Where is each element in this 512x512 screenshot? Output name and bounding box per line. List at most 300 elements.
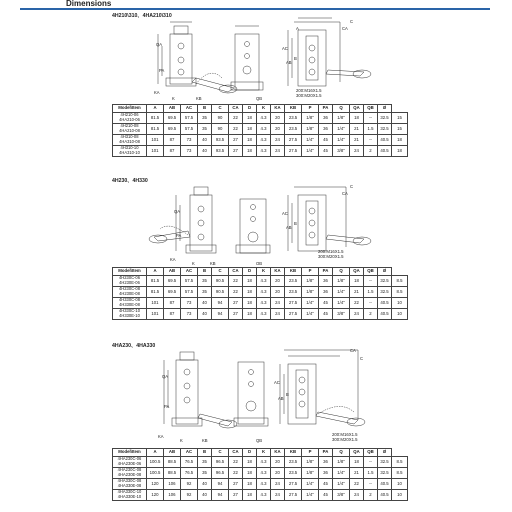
value-cell: 90 bbox=[212, 124, 229, 135]
value-cell: 101 bbox=[147, 298, 164, 309]
value-cell: 101 bbox=[147, 135, 164, 146]
value-cell: 87 bbox=[164, 135, 181, 146]
value-cell: 90 bbox=[212, 113, 229, 124]
value-cell: 100.5 bbox=[147, 457, 164, 468]
value-cell: 1/4" bbox=[333, 479, 350, 490]
value-cell: 93.5 bbox=[212, 146, 229, 157]
table-row bbox=[113, 276, 408, 287]
value-cell: 18 bbox=[243, 457, 257, 468]
value-cell: 18 bbox=[350, 457, 364, 468]
value-cell: 1/8" bbox=[302, 113, 319, 124]
value-cell: 40 bbox=[198, 146, 212, 157]
value-cell: 35 bbox=[198, 113, 212, 124]
thread-note-line: 200:M16X1.5 bbox=[332, 432, 358, 437]
value-cell: 24 bbox=[350, 309, 364, 320]
value-cell: 1/4" bbox=[333, 124, 350, 135]
model-code: 4HA230C-06 bbox=[117, 456, 142, 462]
valve-drawing-3 bbox=[110, 346, 505, 446]
section-title-2: 4H230、4H330 bbox=[112, 178, 148, 184]
dimension-label: KA bbox=[170, 257, 176, 262]
value-cell: 4.3 bbox=[257, 490, 271, 501]
drawing-3 bbox=[110, 346, 505, 446]
value-cell: 23.5 bbox=[285, 457, 302, 468]
model-cell bbox=[113, 287, 147, 298]
column-header: AC bbox=[181, 449, 198, 457]
value-cell: 94 bbox=[212, 479, 229, 490]
model-code: 4HA310-10 bbox=[119, 150, 140, 155]
dimension-label: KA bbox=[154, 90, 160, 95]
value-cell: 96.5 bbox=[212, 457, 229, 468]
value-cell: 27 bbox=[229, 146, 243, 157]
column-header: K bbox=[257, 268, 271, 276]
model-cell bbox=[113, 457, 147, 468]
value-cell: 23.5 bbox=[285, 287, 302, 298]
value-cell: 18 bbox=[243, 124, 257, 135]
value-cell: 18 bbox=[243, 135, 257, 146]
value-cell: 100.5 bbox=[147, 468, 164, 479]
column-header: D bbox=[243, 268, 257, 276]
value-cell: 1/8" bbox=[302, 124, 319, 135]
dimension-label: C bbox=[350, 19, 354, 24]
value-cell: 40.5 bbox=[378, 298, 392, 309]
table-row bbox=[113, 113, 408, 124]
model-code: 4H330C-08 bbox=[119, 297, 140, 303]
table-row bbox=[113, 479, 408, 490]
value-cell: 21 bbox=[350, 287, 364, 298]
value-cell: 35 bbox=[198, 124, 212, 135]
model-code: 4H230E-08 bbox=[119, 291, 140, 296]
column-header: QB bbox=[364, 268, 378, 276]
model-code: 4H330C-10 bbox=[119, 308, 140, 314]
table-row bbox=[113, 124, 408, 135]
column-header: CA bbox=[229, 105, 243, 113]
dimension-label: K bbox=[180, 438, 183, 443]
dimension-label: QB bbox=[256, 438, 263, 443]
value-cell: 4.3 bbox=[257, 113, 271, 124]
value-cell: -- bbox=[364, 298, 378, 309]
value-cell: 22 bbox=[229, 124, 243, 135]
value-cell: 87 bbox=[164, 309, 181, 320]
dimension-label: KB bbox=[196, 96, 202, 101]
value-cell: 36 bbox=[319, 287, 333, 298]
value-cell: 15 bbox=[392, 124, 408, 135]
table-row bbox=[113, 146, 408, 157]
value-cell: 1.5 bbox=[364, 124, 378, 135]
value-cell: 22 bbox=[350, 479, 364, 490]
value-cell: 45 bbox=[319, 309, 333, 320]
value-cell: 36 bbox=[319, 113, 333, 124]
value-cell: 27.5 bbox=[285, 146, 302, 157]
column-header: KA bbox=[271, 449, 285, 457]
column-header: D bbox=[243, 105, 257, 113]
value-cell: 32.5 bbox=[378, 468, 392, 479]
dimension-label: PA bbox=[164, 404, 170, 409]
value-cell: 40.5 bbox=[378, 479, 392, 490]
model-code: 4H310-10 bbox=[120, 145, 139, 151]
value-cell: 35 bbox=[198, 276, 212, 287]
value-cell: -- bbox=[364, 113, 378, 124]
model-code: 4H210-08 bbox=[120, 123, 139, 129]
model-cell bbox=[113, 135, 147, 146]
column-header: QA bbox=[350, 449, 364, 457]
value-cell: 23.5 bbox=[285, 113, 302, 124]
value-cell: 24 bbox=[271, 309, 285, 320]
model-code: 4HA210-06 bbox=[119, 117, 140, 122]
value-cell: 27.5 bbox=[285, 135, 302, 146]
column-header: AB bbox=[164, 268, 181, 276]
value-cell: 18 bbox=[243, 490, 257, 501]
value-cell: 22 bbox=[350, 298, 364, 309]
value-cell: 24 bbox=[271, 298, 285, 309]
value-cell: 1/8" bbox=[302, 457, 319, 468]
value-cell: 40.5 bbox=[378, 309, 392, 320]
column-header: A bbox=[147, 268, 164, 276]
column-header: KA bbox=[271, 105, 285, 113]
table-row bbox=[113, 457, 408, 468]
model-code: 4H210-06 bbox=[120, 112, 139, 118]
value-cell: 57.5 bbox=[181, 113, 198, 124]
model-code: 4H230C-08 bbox=[119, 286, 140, 292]
dimension-label: AC bbox=[282, 46, 288, 51]
column-header: P bbox=[302, 105, 319, 113]
value-cell: 106 bbox=[164, 490, 181, 501]
model-cell bbox=[113, 146, 147, 157]
value-cell: 10 bbox=[392, 479, 408, 490]
value-cell: 4.3 bbox=[257, 468, 271, 479]
value-cell: 81.5 bbox=[147, 124, 164, 135]
value-cell: 1/4" bbox=[333, 468, 350, 479]
value-cell: 18 bbox=[243, 276, 257, 287]
value-cell: 101 bbox=[147, 309, 164, 320]
column-header: Model\Item bbox=[113, 105, 147, 113]
table-row bbox=[113, 135, 408, 146]
value-cell: 21 bbox=[350, 468, 364, 479]
dimension-label: KB bbox=[210, 261, 216, 265]
page-title: Dimensions bbox=[66, 0, 112, 8]
value-cell: 90.5 bbox=[212, 276, 229, 287]
value-cell: 92 bbox=[181, 490, 198, 501]
value-cell: 27 bbox=[229, 309, 243, 320]
value-cell: 90.5 bbox=[212, 287, 229, 298]
value-cell: 1/4" bbox=[302, 298, 319, 309]
value-cell: 40.5 bbox=[378, 135, 392, 146]
value-cell: 94 bbox=[212, 298, 229, 309]
value-cell: 73 bbox=[181, 146, 198, 157]
value-cell: 18 bbox=[243, 309, 257, 320]
column-header: KA bbox=[271, 268, 285, 276]
dimension-label: QA bbox=[174, 209, 181, 214]
value-cell: 40.5 bbox=[378, 146, 392, 157]
value-cell: 22 bbox=[229, 287, 243, 298]
column-header: Model\Item bbox=[113, 268, 147, 276]
value-cell: 45 bbox=[319, 298, 333, 309]
value-cell: 32.5 bbox=[378, 124, 392, 135]
value-cell: 20 bbox=[271, 468, 285, 479]
column-header: B bbox=[198, 105, 212, 113]
value-cell: 18 bbox=[243, 468, 257, 479]
value-cell: 24 bbox=[271, 135, 285, 146]
value-cell: 1/4" bbox=[302, 479, 319, 490]
value-cell: 1/4" bbox=[302, 309, 319, 320]
column-header: P bbox=[302, 449, 319, 457]
value-cell: 4.3 bbox=[257, 309, 271, 320]
value-cell: 1/4" bbox=[333, 135, 350, 146]
dimension-label: K bbox=[192, 261, 195, 265]
column-header: AB bbox=[164, 449, 181, 457]
value-cell: 27 bbox=[229, 490, 243, 501]
value-cell: 32.5 bbox=[378, 276, 392, 287]
value-cell: 27 bbox=[229, 479, 243, 490]
value-cell: 24 bbox=[350, 146, 364, 157]
model-code: 4HA230E-08 bbox=[117, 472, 142, 477]
value-cell: 18 bbox=[243, 287, 257, 298]
dimension-label: C bbox=[360, 356, 364, 361]
column-header: PA bbox=[319, 268, 333, 276]
value-cell: 4.3 bbox=[257, 124, 271, 135]
column-header: B bbox=[198, 268, 212, 276]
value-cell: 35 bbox=[198, 287, 212, 298]
value-cell: 10 bbox=[392, 490, 408, 501]
column-header: QA bbox=[350, 268, 364, 276]
dimension-label: CA bbox=[342, 26, 348, 31]
value-cell: 3/8" bbox=[333, 490, 350, 501]
table-row bbox=[113, 287, 408, 298]
dimension-table-2 bbox=[112, 267, 408, 320]
value-cell: 1.5 bbox=[364, 287, 378, 298]
value-cell: 23.5 bbox=[285, 468, 302, 479]
column-header: Ø bbox=[378, 105, 392, 113]
value-cell: -- bbox=[364, 479, 378, 490]
value-cell: 87 bbox=[164, 298, 181, 309]
model-cell bbox=[113, 479, 147, 490]
value-cell: 4.3 bbox=[257, 287, 271, 298]
value-cell: 1/8" bbox=[302, 287, 319, 298]
value-cell: 32.5 bbox=[378, 457, 392, 468]
value-cell: 27 bbox=[229, 135, 243, 146]
value-cell: 22 bbox=[229, 276, 243, 287]
value-cell: 69.5 bbox=[164, 124, 181, 135]
value-cell: 22 bbox=[229, 457, 243, 468]
dimension-label: AB bbox=[278, 396, 284, 401]
value-cell: 120 bbox=[147, 490, 164, 501]
column-header: Ø bbox=[378, 268, 392, 276]
thread-note-line: 300:M20X1.5 bbox=[296, 93, 322, 98]
drawing-1 bbox=[110, 16, 505, 104]
value-cell: 20 bbox=[271, 287, 285, 298]
column-header: KB bbox=[285, 105, 302, 113]
value-cell: 4.3 bbox=[257, 146, 271, 157]
value-cell: 18 bbox=[243, 479, 257, 490]
value-cell: 1/8" bbox=[333, 276, 350, 287]
column-header: PA bbox=[319, 105, 333, 113]
value-cell: 8.5 bbox=[392, 468, 408, 479]
value-cell: 2 bbox=[364, 146, 378, 157]
thread-note-line: 200:M16X1.5 bbox=[296, 88, 322, 93]
value-cell: 2 bbox=[364, 490, 378, 501]
model-code: 4HA330E-10 bbox=[117, 494, 142, 499]
column-header: A bbox=[147, 105, 164, 113]
dimension-label: AB bbox=[286, 225, 292, 230]
column-header: K bbox=[257, 105, 271, 113]
value-cell: 8.5 bbox=[392, 276, 408, 287]
column-header: KB bbox=[285, 268, 302, 276]
value-cell: 24 bbox=[271, 479, 285, 490]
column-header: CA bbox=[229, 268, 243, 276]
column-header: C bbox=[212, 105, 229, 113]
value-cell: 1/4" bbox=[302, 135, 319, 146]
value-cell: 1/4" bbox=[302, 490, 319, 501]
value-cell: 22 bbox=[229, 113, 243, 124]
value-cell: 23.5 bbox=[285, 124, 302, 135]
value-cell: 27.5 bbox=[285, 490, 302, 501]
model-cell bbox=[113, 113, 147, 124]
column-header: KB bbox=[285, 449, 302, 457]
model-code: 4H310-08 bbox=[120, 134, 139, 140]
value-cell: 8.5 bbox=[392, 457, 408, 468]
model-code: 4H330E-10 bbox=[119, 313, 140, 318]
column-header: Q bbox=[333, 268, 350, 276]
thread-note-1 bbox=[296, 88, 322, 98]
table-row bbox=[113, 490, 408, 501]
value-cell: 45 bbox=[319, 135, 333, 146]
dimension-label: CA bbox=[342, 191, 348, 196]
column-header: AB bbox=[164, 105, 181, 113]
column-header: C bbox=[212, 449, 229, 457]
dimension-table-3 bbox=[112, 448, 408, 501]
value-cell: 1/8" bbox=[302, 468, 319, 479]
value-cell: 20 bbox=[271, 113, 285, 124]
model-code: 4HA330C-08 bbox=[117, 478, 142, 484]
section-title-3: 4HA230、4HA330 bbox=[112, 343, 156, 349]
value-cell: 1/8" bbox=[333, 457, 350, 468]
model-cell bbox=[113, 490, 147, 501]
value-cell: -- bbox=[364, 276, 378, 287]
value-cell: 45 bbox=[319, 490, 333, 501]
value-cell: 18 bbox=[350, 276, 364, 287]
value-cell: 4.3 bbox=[257, 135, 271, 146]
value-cell: 93.5 bbox=[212, 135, 229, 146]
value-cell: 24 bbox=[350, 490, 364, 501]
value-cell: 23.5 bbox=[285, 276, 302, 287]
value-cell: 45 bbox=[319, 479, 333, 490]
value-cell: -- bbox=[364, 135, 378, 146]
value-cell: 1/4" bbox=[302, 146, 319, 157]
column-header: Ø bbox=[378, 449, 392, 457]
dimension-label: B bbox=[294, 56, 297, 61]
value-cell: 27.5 bbox=[285, 298, 302, 309]
value-cell: 92 bbox=[181, 479, 198, 490]
thread-note-line: 200:M16X1.5 bbox=[318, 249, 344, 254]
value-cell: 21 bbox=[350, 135, 364, 146]
value-cell: 24 bbox=[271, 146, 285, 157]
value-cell: 22 bbox=[229, 468, 243, 479]
model-cell bbox=[113, 298, 147, 309]
model-code: 4H330E-08 bbox=[119, 302, 140, 307]
value-cell: 69.5 bbox=[164, 113, 181, 124]
dimension-label: QB bbox=[256, 96, 263, 101]
dimension-label: AC bbox=[282, 211, 288, 216]
model-code: 4HA230C-08 bbox=[117, 467, 142, 473]
value-cell: 57.5 bbox=[181, 276, 198, 287]
model-code: 4HA330E-08 bbox=[117, 483, 142, 488]
value-cell: 1/4" bbox=[333, 287, 350, 298]
value-cell: 96.5 bbox=[212, 468, 229, 479]
column-header: Q bbox=[333, 449, 350, 457]
dimension-label: QB bbox=[256, 261, 263, 265]
value-cell: 76.5 bbox=[181, 457, 198, 468]
value-cell: 40 bbox=[198, 490, 212, 501]
value-cell: 36 bbox=[319, 276, 333, 287]
column-header: PA bbox=[319, 449, 333, 457]
value-cell: 3/8" bbox=[333, 146, 350, 157]
thread-note-2 bbox=[318, 249, 344, 259]
dimension-label: C bbox=[350, 184, 354, 189]
dimension-label: QA bbox=[156, 42, 163, 47]
value-cell: 20 bbox=[271, 276, 285, 287]
value-cell: 27.5 bbox=[285, 479, 302, 490]
value-cell: 88.5 bbox=[164, 457, 181, 468]
value-cell: 4.3 bbox=[257, 457, 271, 468]
table-row bbox=[113, 309, 408, 320]
model-code: 4H230C-06 bbox=[119, 275, 140, 281]
section-title-1: 4H210\310、4HA210\310 bbox=[112, 13, 172, 19]
value-cell: 81.5 bbox=[147, 276, 164, 287]
value-cell: 40.5 bbox=[378, 490, 392, 501]
model-code: 4HA210-08 bbox=[119, 128, 140, 133]
value-cell: 40 bbox=[198, 135, 212, 146]
dimension-label: PA bbox=[159, 68, 165, 73]
value-cell: 10 bbox=[392, 309, 408, 320]
column-header: CA bbox=[229, 449, 243, 457]
dimension-label: KB bbox=[202, 438, 208, 443]
value-cell: 24 bbox=[271, 490, 285, 501]
value-cell: 1.5 bbox=[364, 468, 378, 479]
header-rule bbox=[20, 8, 490, 10]
value-cell: 18 bbox=[350, 113, 364, 124]
value-cell: 15 bbox=[392, 113, 408, 124]
column-header: A bbox=[147, 449, 164, 457]
value-cell: 4.3 bbox=[257, 298, 271, 309]
value-cell: 4.3 bbox=[257, 479, 271, 490]
value-cell: 73 bbox=[181, 298, 198, 309]
value-cell: 101 bbox=[147, 146, 164, 157]
value-cell: 32.5 bbox=[378, 287, 392, 298]
value-cell: 106 bbox=[164, 479, 181, 490]
value-cell: 40 bbox=[198, 298, 212, 309]
valve-drawing-2 bbox=[110, 181, 505, 265]
value-cell: 87 bbox=[164, 146, 181, 157]
value-cell: 69.5 bbox=[164, 276, 181, 287]
thread-note-line: 300:M20X1.5 bbox=[318, 254, 344, 259]
value-cell: 81.5 bbox=[147, 287, 164, 298]
value-cell: 20 bbox=[271, 124, 285, 135]
value-cell: 88.5 bbox=[164, 468, 181, 479]
value-cell: 18 bbox=[243, 298, 257, 309]
value-cell: 69.5 bbox=[164, 287, 181, 298]
dimension-label: AB bbox=[286, 60, 292, 65]
dimension-label: B bbox=[294, 221, 297, 226]
value-cell: 120 bbox=[147, 479, 164, 490]
value-cell: 40 bbox=[198, 309, 212, 320]
value-cell: 32.5 bbox=[378, 113, 392, 124]
value-cell: 35 bbox=[198, 457, 212, 468]
dimension-table-1 bbox=[112, 104, 408, 157]
value-cell: 94 bbox=[212, 490, 229, 501]
column-header: P bbox=[302, 268, 319, 276]
value-cell: 10 bbox=[392, 298, 408, 309]
thread-note-3 bbox=[332, 432, 358, 442]
value-cell: 1/8" bbox=[302, 276, 319, 287]
